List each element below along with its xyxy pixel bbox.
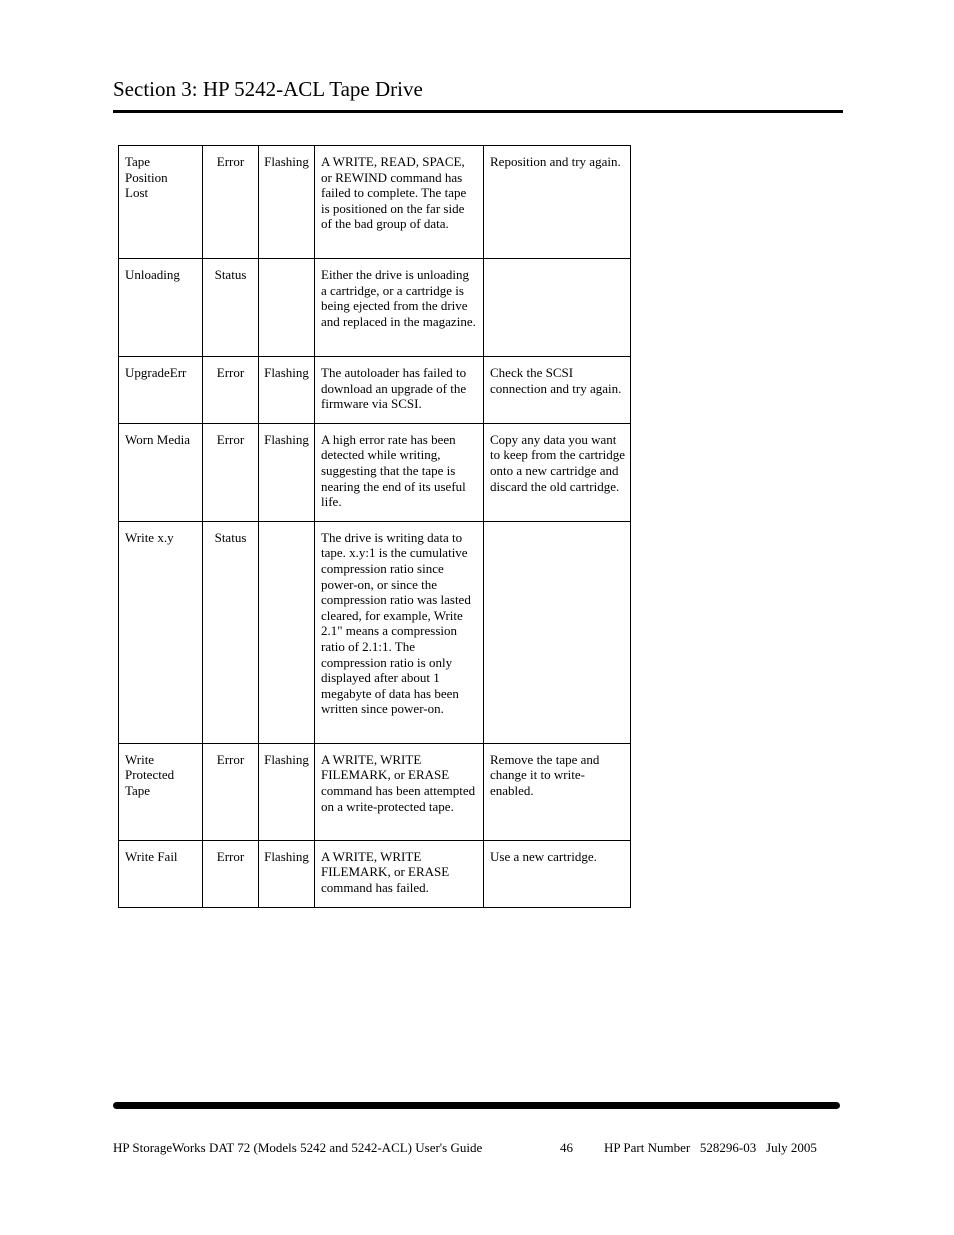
message-cell: Tape Position Lost [119, 146, 203, 259]
type-cell: Error [203, 357, 259, 424]
action-cell: Check the SCSI connection and try again. [484, 357, 631, 424]
type-cell: Error [203, 423, 259, 521]
light-cell [259, 259, 315, 357]
description-cell: A high error rate has been detected while writing, suggesting that the tape is nearing the end of its useful life. [315, 423, 484, 521]
table-row [119, 521, 631, 743]
message-cell: Write Fail [119, 840, 203, 907]
table-row [119, 146, 631, 259]
type-cell: Error [203, 743, 259, 840]
table-row [119, 423, 631, 521]
light-cell: Flashing [259, 146, 315, 259]
description-cell: A WRITE, READ, SPACE, or REWIND command has failed to complete. The tape is positioned on the far side of the bad group of data. [315, 146, 484, 259]
action-cell: Copy any data you want to keep from the cartridge onto a new cartridge and discard the old cartridge. [484, 423, 631, 521]
type-cell: Status [203, 521, 259, 743]
action-cell [484, 259, 631, 357]
type-cell: Status [203, 259, 259, 357]
description-cell: A WRITE, WRITE FILEMARK, or ERASE command has failed. [315, 840, 484, 907]
action-cell: Use a new cartridge. [484, 840, 631, 907]
message-cell: Worn Media [119, 423, 203, 521]
type-cell: Error [203, 146, 259, 259]
footer-rule [113, 1102, 840, 1109]
table-row [119, 743, 631, 840]
description-cell: The drive is writing data to tape. x.y:1 is the cumulative compression ratio since power-on, or since the compression ratio was lasted cleared, for example, Write 2.1" means a compression ratio of 2.1:1. The compression ratio is only displayed after about 1 megabyte of data has been written since power-on. [315, 521, 484, 743]
light-cell: Flashing [259, 357, 315, 424]
message-cell: Write Protected Tape [119, 743, 203, 840]
description-cell: A WRITE, WRITE FILEMARK, or ERASE command has been attempted on a write-protected tape. [315, 743, 484, 840]
message-cell: Unloading [119, 259, 203, 357]
description-cell: The autoloader has failed to download an upgrade of the firmware via SCSI. [315, 357, 484, 424]
light-cell [259, 521, 315, 743]
light-cell: Flashing [259, 743, 315, 840]
type-cell: Error [203, 840, 259, 907]
message-cell: Write x.y [119, 521, 203, 743]
light-cell: Flashing [259, 423, 315, 521]
action-cell: Reposition and try again. [484, 146, 631, 259]
message-cell: UpgradeErr [119, 357, 203, 424]
table-row [119, 259, 631, 357]
message-table [118, 145, 631, 908]
description-cell: Either the drive is unloading a cartridge, or a cartridge is being ejected from the drive and replaced in the magazine. [315, 259, 484, 357]
action-cell: Remove the tape and change it to write-enabled. [484, 743, 631, 840]
light-cell: Flashing [259, 840, 315, 907]
table-row [119, 357, 631, 424]
page-number: 46 [560, 1140, 573, 1155]
page-title: Section 3: HP 5242-ACL Tape Drive [113, 77, 423, 101]
header-rule [113, 110, 843, 113]
table-row [119, 840, 631, 907]
action-cell [484, 521, 631, 743]
footer-guide-title: HP StorageWorks DAT 72 (Models 5242 and 5242-ACL) User's Guide [113, 1140, 483, 1155]
footer-part-number: HP Part Number 528296-03 July 2005 [604, 1140, 817, 1155]
